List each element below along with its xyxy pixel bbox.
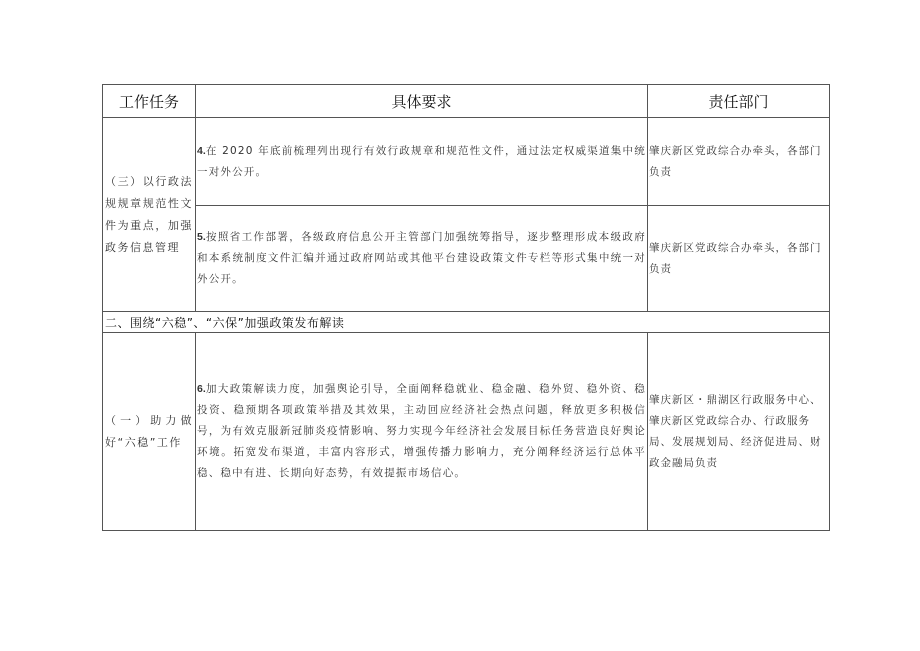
section-row (103, 312, 830, 333)
requirement-cell (196, 206, 648, 312)
item-number: 6. (197, 383, 206, 395)
header-row (103, 85, 830, 118)
department-cell: 肇庆新区・鼎湖区行政服务中心、肇庆新区党政综合办、行政服务局、发展规划局、经济促进局、财政金融局负责 (648, 333, 830, 531)
requirement-cell (196, 118, 648, 206)
header-task: 工作任务 (103, 85, 196, 118)
requirement-text: 按照省工作部署，各级政府信息公开主管部门加强统筹指导，逐步整理形成本级政府和本系统制度文件汇编并通过政府网站或其他平台建设政策文件专栏等形式集中统一对外公开。 (197, 231, 646, 285)
department-cell: 肇庆新区党政综合办牵头，各部门负责 (648, 118, 830, 206)
requirement-cell (196, 333, 648, 531)
task-cell: （一）助力做好“六稳”工作 (103, 333, 196, 531)
section-title: 二、围绕“六稳”、“六保”加强政策发布解读 (103, 312, 830, 333)
header-department: 责任部门 (648, 85, 830, 118)
item-number: 5. (197, 231, 206, 243)
table-row (103, 118, 830, 206)
header-requirement: 具体要求 (196, 85, 648, 118)
department-cell: 肇庆新区党政综合办牵头，各部门负责 (648, 206, 830, 312)
task-cell: （三）以行政法规规章规范性文件为重点，加强政务信息管理 (103, 118, 196, 312)
table-row (103, 206, 830, 312)
task-table (102, 84, 830, 531)
requirement-text: 加大政策解读力度，加强舆论引导，全面阐释稳就业、稳金融、稳外贸、稳外资、稳投资、稳预期各项政策举措及其效果，主动回应经济社会热点问题，释放更多积极信号，为有效克服新冠肺炎疫情影响、努力实现今年经济社会发展目标任务营造良好舆论环境。拓宽发布渠道，丰富内容形式，增强传播力影响力，充分阐释经济运行总体平稳、稳中有进、长期向好态势，有效提振市场信心。 (197, 383, 646, 479)
item-number: 4. (197, 144, 206, 157)
requirement-text: 在 2020 年底前梳理列出现行有效行政规章和规范性文件，通过法定权威渠道集中统一对外公开。 (197, 144, 646, 178)
table-row (103, 333, 830, 531)
